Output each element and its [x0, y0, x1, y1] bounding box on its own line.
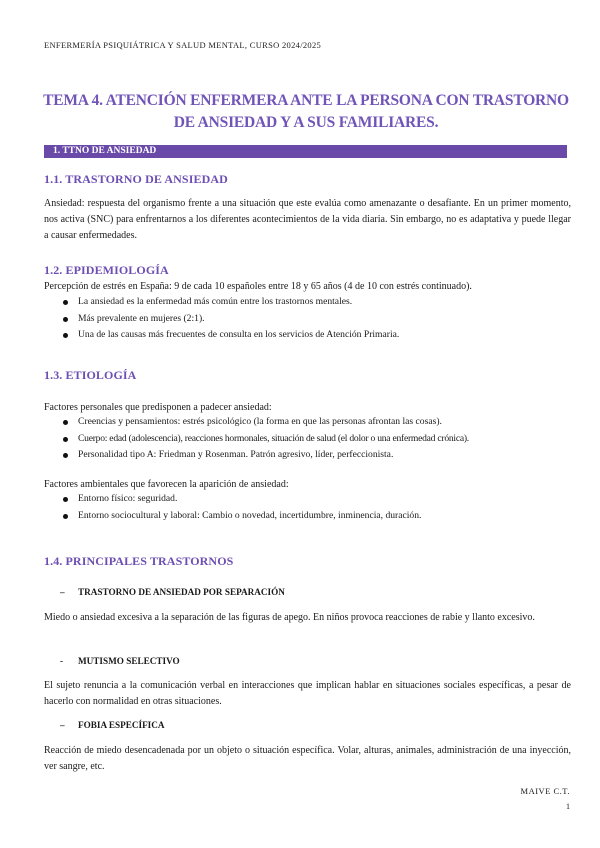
subheading-ansiedad-separacion: – TRASTORNO DE ANSIEDAD POR SEPARACIÓN	[60, 587, 285, 597]
list-item: Más prevalente en mujeres (2:1).	[44, 311, 571, 328]
list-item: Personalidad tipo A: Friedman y Rosenman. Patrón agresivo, líder, perfeccionista.	[44, 447, 571, 464]
paragraph-fobia-especifica: Reacción de miedo desencadenada por un objeto o situación específica. Volar, alturas, animales, administración de una inyección, ver sangre, etc.	[44, 745, 571, 772]
heading-etiologia: 1.3. ETIOLOGÍA	[44, 368, 137, 382]
dash-marker: –	[60, 720, 65, 730]
paragraph-epidemiologia: Percepción de estrés en España: 9 de cada 10 españoles entre 18 y 65 años (4 de 10 con estrés continuado).	[44, 281, 472, 292]
dash-marker: –	[60, 587, 65, 597]
bullet-icon	[63, 497, 68, 502]
bullet-icon	[63, 317, 68, 322]
page-title-line-1: TEMA 4. ATENCIÓN ENFERMERA ANTE LA PERSONA CON TRASTORNO	[43, 92, 569, 109]
list-item: La ansiedad es la enfermedad más común entre los trastornos mentales.	[44, 294, 571, 311]
list-item: Cuerpo: edad (adolescencia), reacciones hormonales, situación de salud (el dolor o una enfermedad crónica).	[44, 431, 571, 448]
running-header: ENFERMERÍA PSIQUIÁTRICA Y SALUD MENTAL, CURSO 2024/2025	[44, 40, 322, 50]
bullet-icon	[63, 437, 68, 442]
paragraph-factores-personales: Factores personales que predisponen a padecer ansiedad:	[44, 402, 272, 413]
page-number: 1	[566, 802, 570, 811]
bullet-icon	[63, 300, 68, 305]
subheading-mutismo-selectivo: - MUTISMO SELECTIVO	[60, 656, 180, 666]
paragraph-ansiedad-separacion: Miedo o ansiedad excesiva a la separación de las figuras de apego. En niños provoca reacciones de rabie y llanto excesivo.	[44, 612, 535, 623]
bullet-icon	[63, 453, 68, 458]
list-factores-personales	[44, 414, 571, 464]
list-epidemiologia	[44, 294, 571, 344]
heading-trastorno-ansiedad: 1.1. TRASTORNO DE ANSIEDAD	[44, 172, 228, 186]
bullet-icon	[63, 420, 68, 425]
subheading-fobia-especifica: – FOBIA ESPECÍFICA	[60, 720, 165, 730]
page-title-line-2: DE ANSIEDAD Y A SUS FAMILIARES.	[173, 114, 439, 131]
paragraph-factores-ambientales: Factores ambientales que favorecen la aparición de ansiedad:	[44, 479, 289, 490]
paragraph-mutismo-selectivo: El sujeto renuncia a la comunicación verbal en interacciones que implican hablar en situaciones sociales específicas, a pesar de hacerlo con normalidad en otras situaciones.	[44, 680, 571, 707]
list-item: Entorno sociocultural y laboral: Cambio o novedad, incertidumbre, inminencia, duración.	[44, 508, 571, 525]
list-factores-ambientales	[44, 491, 571, 524]
paragraph-ansiedad: Ansiedad: respuesta del organismo frente a una situación que este evalúa como amenazante o desafiante. En un primer momento, nos activa (SNC) para enfrentarnos a los diferentes acontecimientos de la vida diaria. Sin embargo, no es adaptativa y puede llegar a causar enfermedades.	[44, 198, 571, 241]
heading-principales-trastornos: 1.4. PRINCIPALES TRASTORNOS	[44, 554, 234, 568]
list-item: Una de las causas más frecuentes de consulta en los servicios de Atención Primaria.	[44, 327, 571, 344]
footer-author: MAIVE C.T.	[520, 786, 570, 796]
heading-epidemiologia: 1.2. EPIDEMIOLOGÍA	[44, 263, 169, 277]
section-bar: 1. TTNO DE ANSIEDAD	[44, 145, 567, 158]
dash-marker: -	[60, 656, 64, 666]
bullet-icon	[63, 514, 68, 519]
list-item: Entorno físico: seguridad.	[44, 491, 571, 508]
page-title	[40, 90, 572, 134]
list-item: Creencias y pensamientos: estrés psicológico (la forma en que las personas afrontan las cosas).	[44, 414, 571, 431]
bullet-icon	[63, 333, 68, 338]
